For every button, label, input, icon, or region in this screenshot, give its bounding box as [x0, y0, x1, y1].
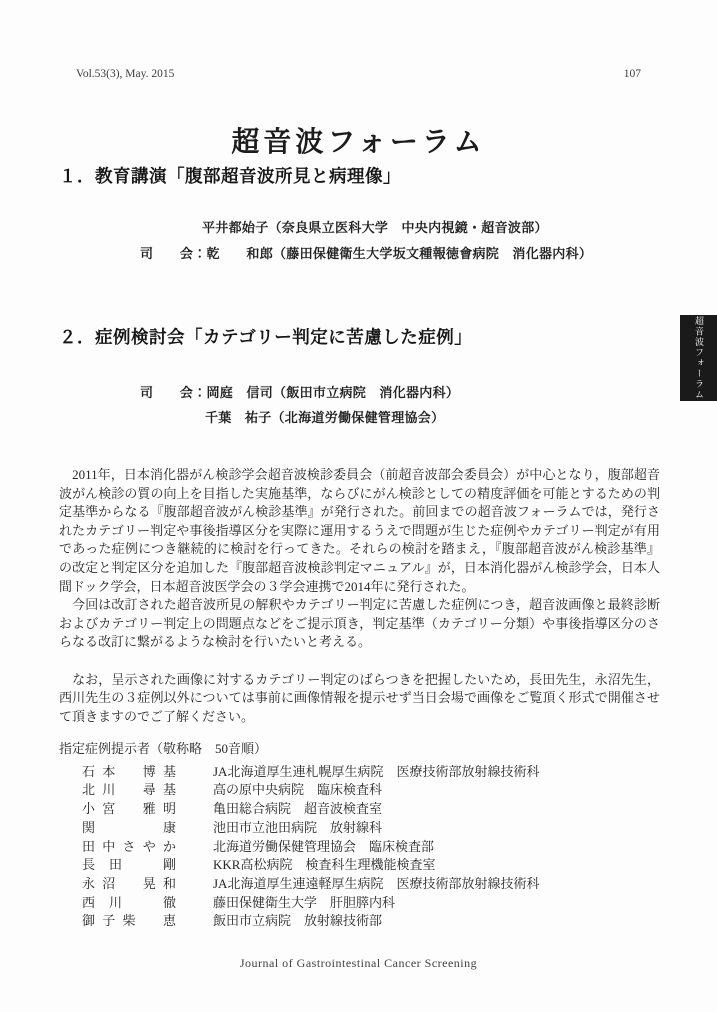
presenter-name: 田中さやか	[82, 838, 176, 854]
presenter-name: 関 康	[82, 819, 176, 835]
presenter-affiliation: 池田市立池田病院 放射線科	[213, 819, 383, 835]
presenter-affiliation: 北海道労働保健管理協会 臨床検査部	[213, 838, 435, 854]
section2-moderator-line1: 司 会：岡庭 信司（飯田市立病院 消化器内科）	[140, 385, 460, 400]
section1-heading: １．教育講演「腹部超音波所見と病理像」	[59, 166, 401, 186]
presenter-affiliation: KKR高松病院 検査科生理機能検査室	[213, 857, 436, 873]
body-paragraph-2: 今回は改訂された超音波所見の解釈やカテゴリー判定に苦慮した症例につき，超音波画像と最終診断およびカテゴリー判定上の問題点などをご提示頂き，判定基準（カテゴリー分類）や事後指導区分のさらなる改訂に繋がるような検討を行いたいと考える。	[59, 597, 660, 650]
side-tab-label: 超音波フォーラム	[694, 316, 704, 400]
presenter-row	[59, 856, 660, 875]
presenter-name: 小宮 雅明	[82, 801, 176, 817]
presenter-affiliation: 藤田保健衛生大学 肝胆膵内科	[213, 894, 396, 910]
presenter-list-heading: 指定症例提示者（敬称略 50音順）	[59, 741, 268, 756]
presenter-row	[59, 800, 660, 819]
section2-heading: ２．症例検討会「カテゴリー判定に苦慮した症例」	[59, 327, 473, 347]
presenter-affiliation: 飯田市立病院 放射線技術部	[213, 913, 383, 929]
presenter-row	[59, 912, 660, 931]
running-head	[76, 68, 641, 80]
page-title: 超音波フォーラム	[231, 126, 486, 157]
presenter-name: 長田 剛	[82, 857, 176, 873]
presenter-row	[59, 763, 660, 782]
presenter-name: 石本 博基	[82, 763, 176, 779]
presenter-name: 西川 徹	[82, 894, 176, 910]
page-number: 107	[623, 68, 641, 80]
section2-moderator-line2: 千葉 祐子（北海道労働保健管理協会）	[205, 410, 445, 425]
journal-footer: Journal of Gastrointestinal Cancer Screening	[239, 956, 478, 970]
presenter-name: 永沼 晃和	[82, 875, 176, 891]
body-text	[59, 466, 660, 726]
presenter-row	[59, 819, 660, 838]
side-tab-ultrasound-forum	[680, 315, 717, 401]
presenter-row	[59, 875, 660, 894]
presenter-row	[59, 838, 660, 857]
presenter-row	[59, 894, 660, 913]
section1-moderator: 司 会：乾 和郎（藤田保健衛生大学坂文種報徳會病院 消化器内科）	[140, 246, 593, 261]
presenter-row	[59, 781, 660, 800]
presenter-affiliation: 高の原中央病院 臨床検査科	[213, 782, 383, 798]
presenter-affiliation: 亀田総合病院 超音波検査室	[213, 801, 383, 817]
section1-speaker: 平井都始子（奈良県立医科大学 中央内視鏡・超音波部）	[202, 220, 548, 235]
presenter-affiliation: JA北海道厚生連札幌厚生病院 医療技術部放射線技術科	[213, 763, 540, 779]
presenter-list	[59, 740, 660, 931]
body-paragraph-3: なお，呈示された画像に対するカテゴリー判定のばらつきを把握したいため，長田先生，永沼先生，西川先生の３症例以外については事前に画像情報を提示せず当日会場で画像をご覧頂く形式で開催させて頂きますのでご了解ください。	[59, 671, 660, 724]
presenter-affiliation: JA北海道厚生連遠軽厚生病院 医療技術部放射線技術科	[213, 875, 540, 891]
presenter-name: 御子柴 恵	[82, 913, 176, 929]
presenter-name: 北川 尋基	[82, 782, 176, 798]
volume-info: Vol.53(3), May. 2015	[76, 68, 175, 80]
body-paragraph-1: 2011年，日本消化器がん検診学会超音波検診委員会（前超音波部会委員会）が中心となり，腹部超音波がん検診の質の向上を目指した実施基準，ならびにがん検診としての精度評価を可能とするための判定基準からなる『腹部超音波がん検診基準』が発行された。前回までの超音波フォーラムでは，発行されたカテゴリー判定や事後指導区分を実際に運用するうえで問題が生じた症例やカテゴリー判定が有用であった症例につき継続的に検討を行ってきた。それらの検討を踏まえ，『腹部超音波がん検診基準』の改定と判定区分を追加した『腹部超音波検診判定マニュアル』が，日本消化器がん検診学会，日本人間ドック学会，日本超音波医学会の３学会連携で2014年に発行された。	[59, 467, 660, 594]
